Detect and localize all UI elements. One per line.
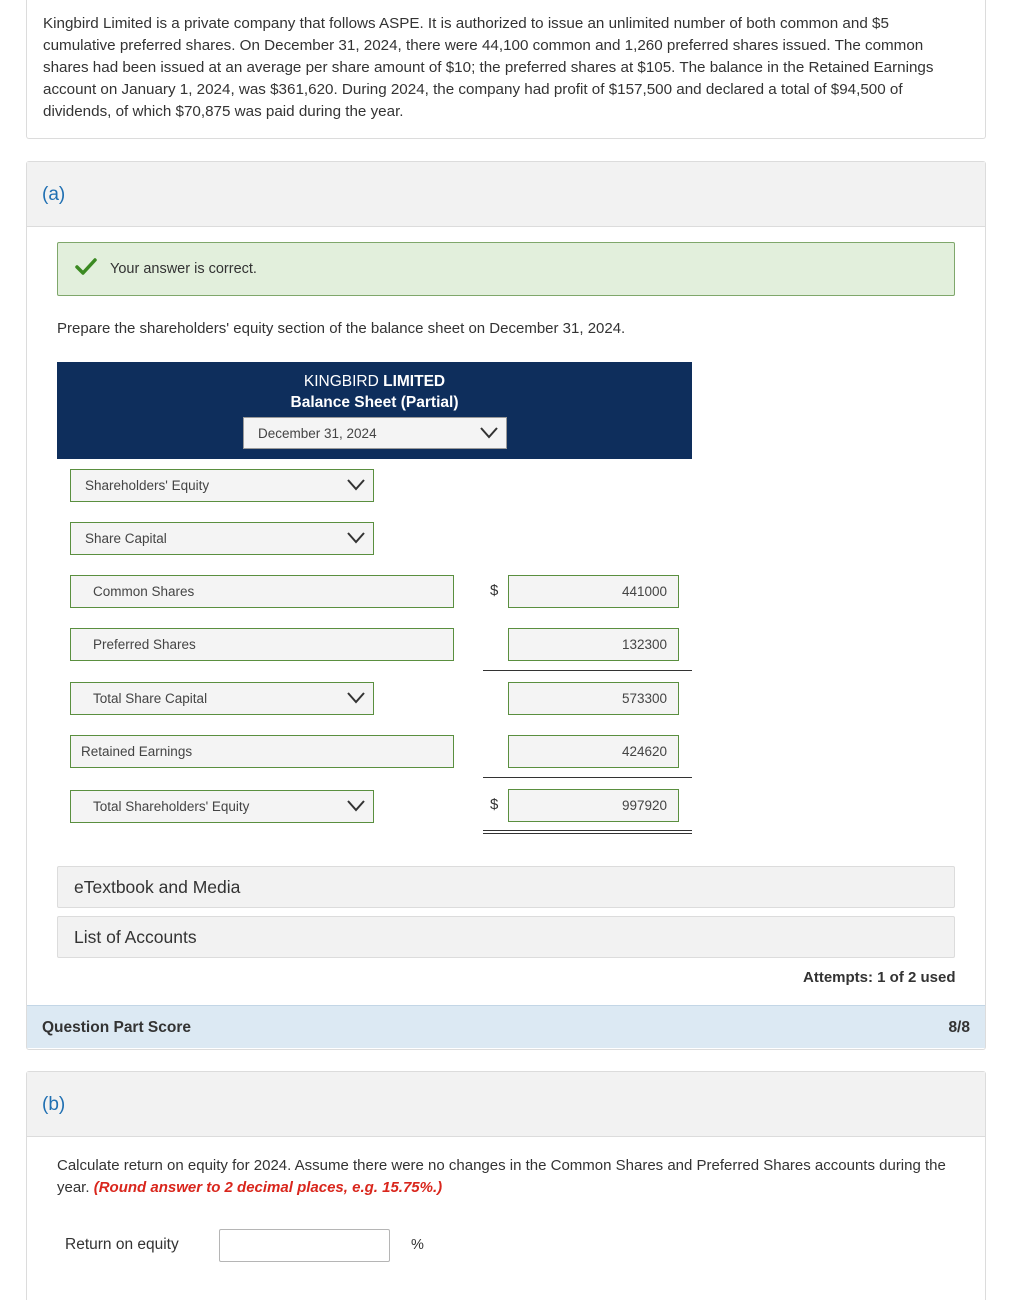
total-share-capital-dropdown[interactable]: [70, 682, 374, 715]
subtotal-rule: [483, 670, 692, 671]
chevron-down-icon: [480, 427, 498, 439]
chevron-down-icon: [347, 692, 365, 704]
equity-heading-dropdown[interactable]: [70, 469, 374, 502]
total-share-capital-value: Total Share Capital: [93, 691, 208, 706]
score-value: 8/8: [948, 1019, 970, 1036]
problem-text: Kingbird Limited is a private company that follows ASPE. It is authorized to issue an unlimited number of both common and $5 cumulative preferred shares. On December 31, 2024, there were 44,100 common and 1,260 preferred shares issued. The common shares had been issued at an average per share amount of $10; the preferred shares at $105. The balance in the Retained Earnings account on January 1, 2024, was $361,620. During 2024, the company had profit of $157,500 and declared a total of $94,500 of dividends, of which $70,875 was paid during the year.: [43, 15, 934, 120]
total-equity-dollar-sign: $: [490, 796, 499, 813]
preferred-shares-amount[interactable]: 132300: [508, 628, 679, 661]
part-b-label: (b): [42, 1094, 66, 1115]
chevron-down-icon: [347, 479, 365, 491]
share-capital-value: Share Capital: [85, 531, 167, 546]
return-on-equity-label: Return on equity: [65, 1236, 179, 1253]
check-icon: [75, 257, 97, 277]
retained-earnings-field[interactable]: Retained Earnings: [70, 735, 454, 768]
percent-sign: %: [411, 1237, 424, 1253]
total-equity-dropdown[interactable]: [70, 790, 374, 823]
preferred-shares-field[interactable]: Preferred Shares: [70, 628, 454, 661]
correct-text: Your answer is correct.: [110, 261, 257, 277]
date-value: December 31, 2024: [258, 426, 377, 441]
date-dropdown[interactable]: [243, 417, 507, 449]
common-dollar-sign: $: [490, 582, 499, 599]
sheet-title: Balance Sheet (Partial): [290, 394, 459, 411]
rounding-note: (Round answer to 2 decimal places, e.g. 15.75%.): [93, 1179, 443, 1196]
total-share-capital-amount[interactable]: 573300: [508, 682, 679, 715]
part-b-instruction-text: Calculate return on equity for 2024. Assume there were no changes in the Common Shares and Preferred Shares accounts during the year.: [57, 1157, 946, 1196]
score-label: Question Part Score: [42, 1019, 192, 1036]
part-a-header: [27, 162, 985, 227]
chevron-down-icon: [347, 800, 365, 812]
company-name: KINGBIRD LIMITED: [303, 373, 446, 390]
total-equity-value: Total Shareholders' Equity: [93, 799, 250, 814]
list-of-accounts-link[interactable]: List of Accounts: [57, 916, 955, 958]
chevron-down-icon: [347, 532, 365, 544]
common-shares-amount[interactable]: 441000: [508, 575, 679, 608]
total-rule: [483, 777, 692, 778]
return-on-equity-input[interactable]: [219, 1229, 390, 1262]
double-rule-top: [483, 830, 692, 831]
attempts-count: Attempts: 1 of 2 used: [803, 969, 956, 986]
etextbook-link[interactable]: eTextbook and Media: [57, 866, 955, 908]
part-b-instruction: [57, 1155, 967, 1199]
balance-sheet-header: [57, 362, 692, 459]
total-equity-amount[interactable]: 997920: [508, 789, 679, 822]
part-b-header: [27, 1072, 985, 1137]
retained-earnings-amount[interactable]: 424620: [508, 735, 679, 768]
common-shares-field[interactable]: Common Shares: [70, 575, 454, 608]
correct-feedback: [57, 242, 955, 296]
part-a-instruction: Prepare the shareholders' equity section of the balance sheet on December 31, 2024.: [57, 320, 626, 337]
share-capital-dropdown[interactable]: [70, 522, 374, 555]
problem-statement: [26, 0, 986, 139]
equity-heading-value: Shareholders' Equity: [85, 478, 210, 493]
double-rule-bottom: [483, 833, 692, 834]
part-a-label: (a): [42, 184, 66, 205]
question-part-score-bar: [27, 1005, 985, 1048]
